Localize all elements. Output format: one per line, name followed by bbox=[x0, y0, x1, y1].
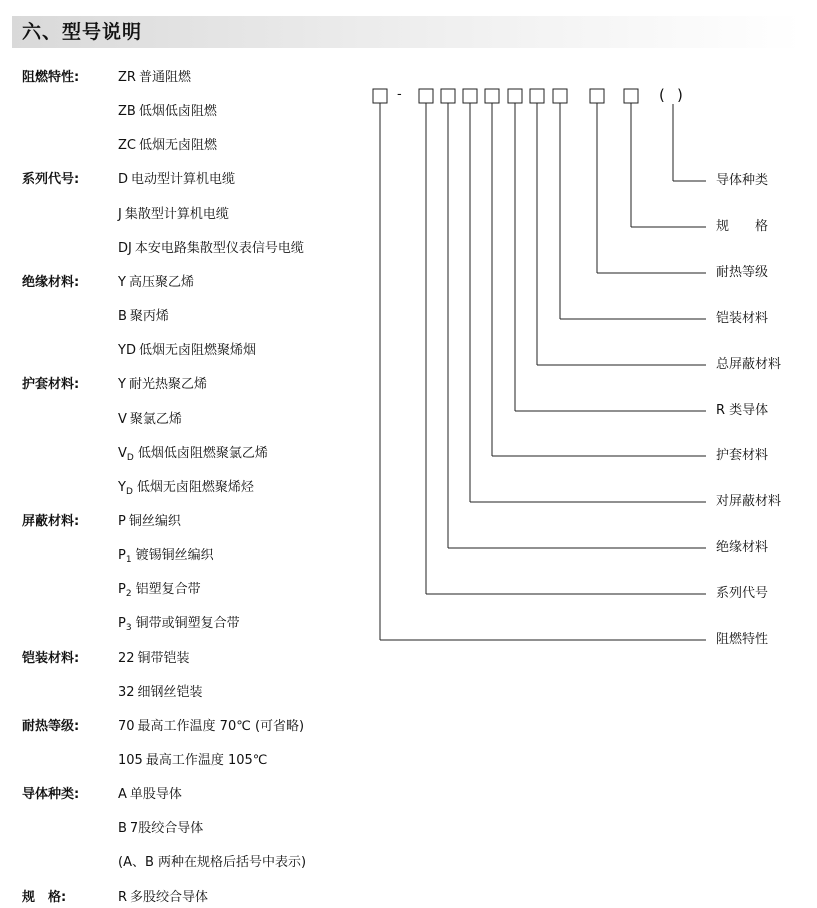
spec-item-code: 32 bbox=[118, 685, 135, 700]
diagram-label: 对屏蔽材料 bbox=[716, 494, 782, 509]
paren-open: ( bbox=[659, 86, 665, 104]
spec-item-text: 高压聚乙烯 bbox=[128, 275, 194, 290]
spec-group-label: 耐热等级: bbox=[22, 719, 80, 734]
code-box bbox=[553, 89, 567, 103]
spec-item-code: V bbox=[118, 412, 127, 427]
paren-close: ) bbox=[677, 86, 683, 104]
spec-item-code: $P_3$ bbox=[118, 616, 132, 633]
spec-group-label: 导体种类: bbox=[22, 787, 80, 802]
spec-item-text: 低烟无卤阻燃 bbox=[138, 138, 217, 153]
spec-item-text: 低烟低卤阻燃聚氯乙烯 bbox=[137, 446, 268, 461]
spec-group-label: 护套材料: bbox=[22, 377, 80, 392]
spec-item-text: 铜带铠装 bbox=[137, 651, 190, 666]
spec-group-label: 阻燃特性: bbox=[22, 70, 80, 85]
spec-item-text: 单股导体 bbox=[129, 787, 182, 802]
spec-item-code: 105 bbox=[118, 753, 143, 768]
spec-item-text: 低烟低卤阻燃 bbox=[138, 104, 217, 119]
spec-item-code: ZR bbox=[118, 70, 136, 85]
code-box bbox=[373, 89, 387, 103]
diagram-label: 规 格 bbox=[716, 219, 769, 234]
code-box bbox=[419, 89, 433, 103]
spec-item-code: B bbox=[118, 821, 127, 836]
diagram-label: 绝缘材料 bbox=[716, 540, 769, 555]
diagram-label: 导体种类 bbox=[716, 173, 769, 188]
spec-item-subscript: 1 bbox=[125, 555, 132, 565]
spec-item-code: $P_1$ bbox=[118, 548, 132, 565]
code-box bbox=[530, 89, 544, 103]
spec-group-label: 铠装材料: bbox=[22, 651, 80, 666]
spec-item-text: 本安电路集散型仪表信号电缆 bbox=[134, 241, 304, 256]
code-box bbox=[508, 89, 522, 103]
spec-item-text: 低烟无卤阻燃聚烯烃 bbox=[136, 480, 254, 495]
spec-group-label: 屏蔽材料: bbox=[22, 514, 80, 529]
spec-item-code: B bbox=[118, 309, 127, 324]
spec-item-subscript: D bbox=[126, 453, 134, 463]
spec-item-subscript: D bbox=[125, 487, 133, 497]
spec-item-text: 聚氯乙烯 bbox=[129, 412, 182, 427]
spec-item-text: 集散型计算机电缆 bbox=[124, 207, 229, 222]
spec-item-text: 耐光热聚乙烯 bbox=[128, 377, 207, 392]
spec-item-text: 镀锡铜丝编织 bbox=[135, 548, 214, 563]
spec-item-subscript: 2 bbox=[125, 589, 132, 599]
spec-item-text: 聚丙烯 bbox=[129, 309, 169, 324]
spec-item-text: 低烟无卤阻燃聚烯烟 bbox=[138, 343, 256, 358]
spec-item bbox=[118, 888, 208, 908]
code-box bbox=[590, 89, 604, 103]
code-box bbox=[463, 89, 477, 103]
spec-item-text: 最高工作温度 70℃ (可省略) bbox=[137, 719, 305, 734]
code-box bbox=[441, 89, 455, 103]
spec-group-label: 系列代号: bbox=[22, 172, 80, 187]
diagram-label: 护套材料 bbox=[716, 448, 769, 463]
spec-item-code: $V_D$ bbox=[118, 446, 134, 463]
spec-item-text: 细钢丝铠装 bbox=[137, 685, 203, 700]
spec-item-code: D bbox=[118, 172, 129, 187]
spec-item-text: 多股绞合导体 bbox=[130, 890, 209, 905]
spec-item-text: 电动型计算机电缆 bbox=[131, 172, 236, 187]
spec-item-code: R bbox=[118, 890, 128, 905]
spec-item-text: 7股绞合导体 bbox=[129, 821, 204, 836]
code-box bbox=[485, 89, 499, 103]
spec-group-label: 规 格: bbox=[22, 890, 67, 905]
diagram-label: R 类导体 bbox=[716, 403, 769, 418]
diagram-label: 阻燃特性 bbox=[716, 632, 769, 647]
spec-item-text: (A、B 两种在规格后括号中表示) bbox=[118, 855, 307, 870]
spec-item-code: YD bbox=[118, 343, 136, 358]
spec-item-code: DJ bbox=[118, 241, 132, 256]
code-dash: - bbox=[397, 87, 402, 102]
spec-item-text: 铜丝编织 bbox=[128, 514, 181, 529]
diagram-label: 总屏蔽材料 bbox=[716, 357, 782, 372]
code-box bbox=[624, 89, 638, 103]
spec-item-text: 铝塑复合带 bbox=[135, 582, 201, 597]
spec-item-text: 铜带或铜塑复合带 bbox=[135, 616, 240, 631]
diagram-label: 铠装材料 bbox=[716, 311, 769, 326]
spec-item-code: A bbox=[118, 787, 127, 802]
spec-item-code: Y bbox=[118, 377, 126, 392]
spec-item-code: J bbox=[118, 207, 122, 222]
diagram-label: 系列代号 bbox=[716, 586, 769, 601]
spec-group-label: 绝缘材料: bbox=[22, 275, 80, 290]
spec-item-code: P bbox=[118, 514, 126, 529]
spec-item-code: $Y_D$ bbox=[118, 480, 133, 497]
spec-item-text: 最高工作温度 105℃ bbox=[145, 753, 268, 768]
spec-item-code: ZC bbox=[118, 138, 136, 153]
spec-item-text: 普通阻燃 bbox=[138, 70, 191, 85]
section-title: 六、型号说明 bbox=[22, 21, 143, 43]
spec-item-code: 70 bbox=[118, 719, 135, 734]
spec-item-subscript: 3 bbox=[125, 623, 132, 633]
spec-item-code: Y bbox=[118, 275, 126, 290]
spec-item-code: ZB bbox=[118, 104, 136, 119]
diagram-label: 耐热等级 bbox=[716, 265, 769, 280]
spec-item-code: 22 bbox=[118, 651, 135, 666]
spec-item-code: $P_2$ bbox=[118, 582, 132, 599]
